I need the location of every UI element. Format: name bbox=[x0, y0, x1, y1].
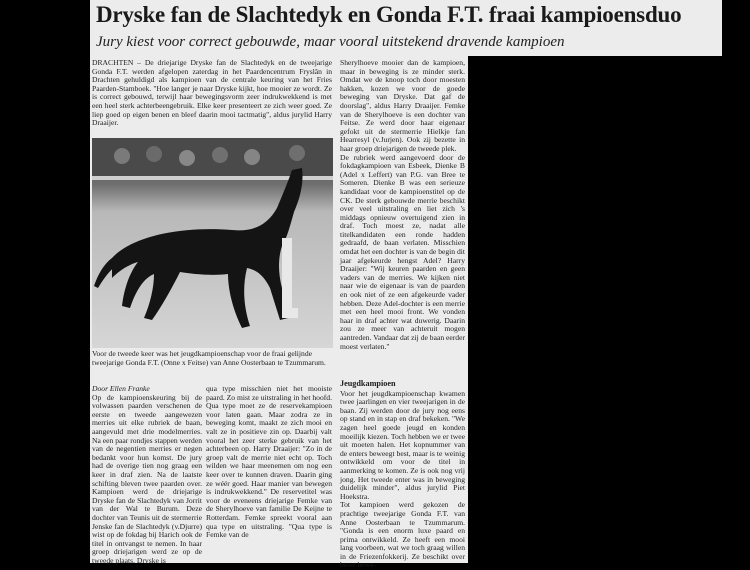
right-column-paragraph: Voor het jeugdkampioenschap kwamen twee jaarlingen en vier tweejarigen in de baan. Zij werden door de jury nog eens op stand en in stap en draf bekeken. "We zagen heel goede jeugd en konden moeilijk kiezen. Toch hebben we er twee uit moeten halen. Het kopnummer van de enters beweegt best, maar is te weinig ontwikkeld om voor de titel in aanmerking te komen. Ze is ook nog vrij jong. Het tweede enter was in beweging duidelijk minder", aldus jurylid Piet Hoekstra. bbox=[340, 388, 465, 501]
right-column-paragraph: Sherylhoeve mooier dan de kampioen, maar in beweging is ze minder sterk. Omdat we de knoop toch door moesten hakken, kozen we voor de goede beweging van Dryske. Dat gaf de doorslag", aldus Harry Draaijer. Femke van de Sherylhoeve is een dochter van Feitse. Ze werd door haar eigenaar gefokt uit de stermerrie Hielkje fan Hearresyl (v.Jurjen). Ook zij bezette in haar groep driejarigen de tweede plek. bbox=[340, 58, 465, 153]
article-column-2 bbox=[206, 385, 332, 540]
section-heading: Jeugdkampioen bbox=[340, 379, 396, 388]
article-right-column-lower bbox=[340, 379, 465, 570]
horse-photo-illustration bbox=[92, 138, 333, 348]
article-subheadline: Jury kiest voor correct gebouwde, maar vooral uitstekend dravende kampioen bbox=[96, 34, 565, 50]
column-paragraph: Op de kampioenskeuring bij de volwassen paarden verschenen de eerste en tweede aangewezen merries uit elke rubriek de baan, aangevuld met drie modelmerries. Na een paar rondjes stappen werden van de negentien merries er negen bedankt voor hun komst. De jury had de overige tien nog graag een keer in draf zien. Na de laatste schifting bleven twee paarden over. Kampioen werd de driejarige Dryske fan de Slachtedyk van Jorrit van der Wal te Burum. Deze dochter van Teunis uit de stermerrie Jenske fan de Slachtedyk (v.Djurre) wist op de fokdag bij Harich ook de titel in ontvangst te nemen. In haar groep driejarigen werd ze op de tweede plaats. Dryske is bbox=[92, 392, 202, 565]
right-column-paragraph: Tot kampioen werd gekozen de prachtige tweejarige Gonda F.T. van Anne Oosterbaan te Tzummarum. "Gonda is een enorm luxe paard en prima ontwikkeld. Ze heeft een mooi lang voorbeen, wat we toch graag willen in de Friezenfokkerij. Ze beschikt over beste bewe- bbox=[340, 500, 465, 570]
byline: Door Ellen Franke bbox=[92, 384, 150, 393]
photo-caption: Voor de tweede keer was het jeugdkampioenschap voor de fraai gelijnde tweejarige Gonda F.T. (Onne x Feitse) van Anne Oosterbaan te Tzummarum. bbox=[92, 349, 326, 367]
article-column-1 bbox=[92, 385, 202, 565]
horse-photo bbox=[92, 138, 333, 348]
article-lead bbox=[92, 59, 332, 128]
article-right-column bbox=[340, 59, 465, 351]
lead-paragraph: DRACHTEN – De driejarige Dryske fan de Slachtedyk en de tweejarige Gonda F.T. werden afgelopen zaterdag in het Paardencentrum Fryslân in Drachten gehuldigd als kampioen van de centrale keuring van het Fries Paarden-Stamboek. "Hoe langer je naar Dryske kijkt, hoe mooier ze wordt. Ze is correct gebouwd, terwijl haar bewegingsvorm zeer indrukwekkend is met een heel sterk achterbeengebruik. Elke keer presenteert ze zich weer goed. Ze liep goed op eigen benen en bleef daarin mooi tactmatig", aldus jurylid Harry Draaijer. bbox=[92, 58, 332, 128]
article-headline: Dryske fan de Slachtedyk en Gonda F.T. fraai kampioensduo bbox=[96, 2, 682, 27]
column-paragraph: qua type misschien niet het mooiste paard. Zo mist ze uitstraling in het hoofd. Qua type moet ze de reservekampioen voor laten gaan. Maar zodra ze in beweging komt, maakt ze zich mooi en valt ze in positieve zin op. Daarbij valt vooral het zeer sterke gebruik van het achterbeen op. Harry Draaijer: "Zo in de groep valt de merrie niet echt op. Toch wilden we haar meenemen om nog een keer over te kunnen draven. Daarin ging ze wéér goed. Haar manier van bewegen is indrukwekkend." De reservetitel was voor de eveneens driejarige Femke van de Sherylhoeve van familie De Keijne te Rotterdam. Femke spreekt vooral aan qua type en uitstraling. "Qua type is Femke van de bbox=[206, 384, 332, 540]
right-column-paragraph: De rubriek werd aangevoerd door de fokdagkampioen van Esbeek, Dienke B (Adel x Leffert) van P.G. van Bree te Someren. Dienke B was een serieuze kandidaat voor de kampioenstitel op de CK. De sterk gebouwde merrie beschikt over veel uitstraling en liet zich 's middags opnieuw overtuigend zien in draf. Toch moest ze, nadat alle titelkandidaten een ronde hadden gedraafd, de baan verlaten. Misschien omdat het een dochter is van de begin dit jaar afgekeurde hengst Adel? Harry Draaijer: "Wij keuren paarden en geen vaders van de merries. We kijken niet naar wie de eigenaar is van de paarden en ook niet of ze een afgekeurde vader hebben. Deze Adel-dochter is een merrie met een heel mooi front. We vonden haar in draf achter wat duwerig. Daarin zou ze meer van achteruit mogen aantreden. Vandaar dat zij de baan eerder moest verlaten." bbox=[340, 152, 465, 351]
